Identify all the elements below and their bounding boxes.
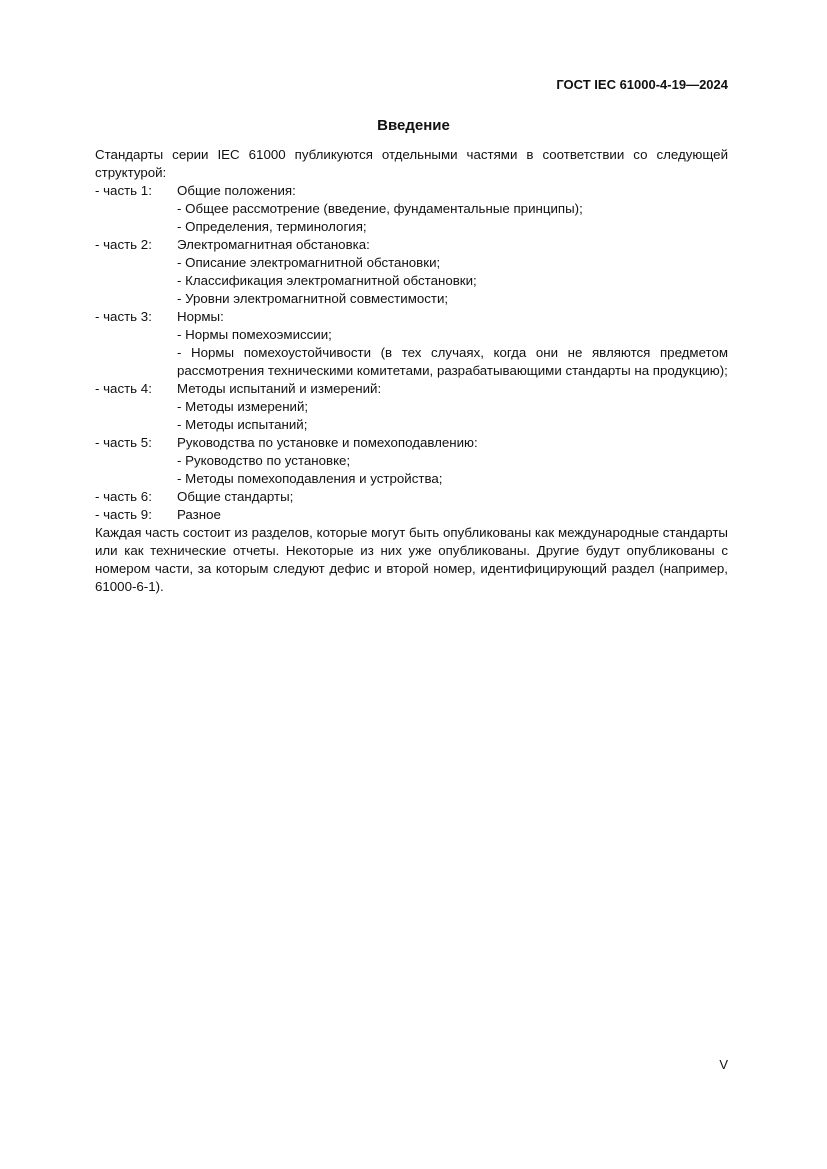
- document-code-header: ГОСТ IEC 61000-4-19—2024: [556, 77, 728, 92]
- intro-text: Стандарты серии IEC 61000 публикуются отдельными частями в соответствии со следующей структурой:: [95, 147, 728, 180]
- part-subitem: - Нормы помехоустойчивости (в тех случаях, когда они не являются предметом рассмотрения техническими комитетами, разрабатывающими стандарты на продукцию);: [177, 345, 728, 378]
- part-body: [177, 488, 728, 506]
- part-label: - часть 6:: [95, 489, 152, 504]
- part-title: Разное: [177, 507, 221, 522]
- part-subitem: - Классификация электромагнитной обстановки;: [177, 273, 477, 288]
- part-title: Методы испытаний и измерений:: [177, 381, 382, 396]
- part-entry: [95, 236, 728, 308]
- part-label: - часть 4:: [95, 381, 152, 396]
- part-entry: [95, 488, 728, 506]
- part-body: [177, 380, 728, 434]
- part-subitem: - Общее рассмотрение (введение, фундаментальные принципы);: [177, 201, 583, 216]
- part-subitem: - Нормы помехоэмиссии;: [177, 327, 332, 342]
- page-number: V: [719, 1057, 728, 1072]
- part-body: [177, 308, 728, 380]
- part-subitem: - Методы испытаний;: [177, 417, 308, 432]
- intro-paragraph: [95, 146, 728, 182]
- part-entry: [95, 434, 728, 488]
- part-entry: [95, 308, 728, 380]
- part-subitem: - Определения, терминология;: [177, 219, 367, 234]
- part-label: - часть 9:: [95, 507, 152, 522]
- part-title: Нормы:: [177, 309, 224, 324]
- part-entry: [95, 506, 728, 524]
- part-body: [177, 434, 728, 488]
- parts-list: [95, 182, 728, 524]
- part-subitem: - Методы помехоподавления и устройства;: [177, 471, 443, 486]
- part-title: Общие стандарты;: [177, 489, 294, 504]
- part-title: Электромагнитная обстановка:: [177, 237, 370, 252]
- part-body: [177, 506, 728, 524]
- part-subitem: - Уровни электромагнитной совместимости;: [177, 291, 449, 306]
- part-subitem: - Руководство по установке;: [177, 453, 351, 468]
- part-title: Общие положения:: [177, 183, 296, 198]
- part-entry: [95, 380, 728, 434]
- part-label: - часть 1:: [95, 183, 152, 198]
- part-label: - часть 5:: [95, 435, 152, 450]
- closing-paragraph: [95, 524, 728, 596]
- section-title: Введение: [377, 117, 450, 134]
- part-entry: [95, 182, 728, 236]
- part-title: Руководства по установке и помехоподавлению:: [177, 435, 478, 450]
- part-label: - часть 2:: [95, 237, 152, 252]
- part-body: [177, 182, 728, 236]
- section-body: [95, 146, 728, 596]
- part-subitem: - Методы измерений;: [177, 399, 309, 414]
- closing-text: Каждая часть состоит из разделов, которые могут быть опубликованы как международные стандарты или как технические отчеты. Некоторые из них уже опубликованы. Другие будут опубликованы с номером части, за которым следуют дефис и второй номер, идентифицирующий раздел (например, 61000-6-1).: [95, 525, 728, 594]
- part-label: - часть 3:: [95, 309, 152, 324]
- part-subitem: - Описание электромагнитной обстановки;: [177, 255, 441, 270]
- part-body: [177, 236, 728, 308]
